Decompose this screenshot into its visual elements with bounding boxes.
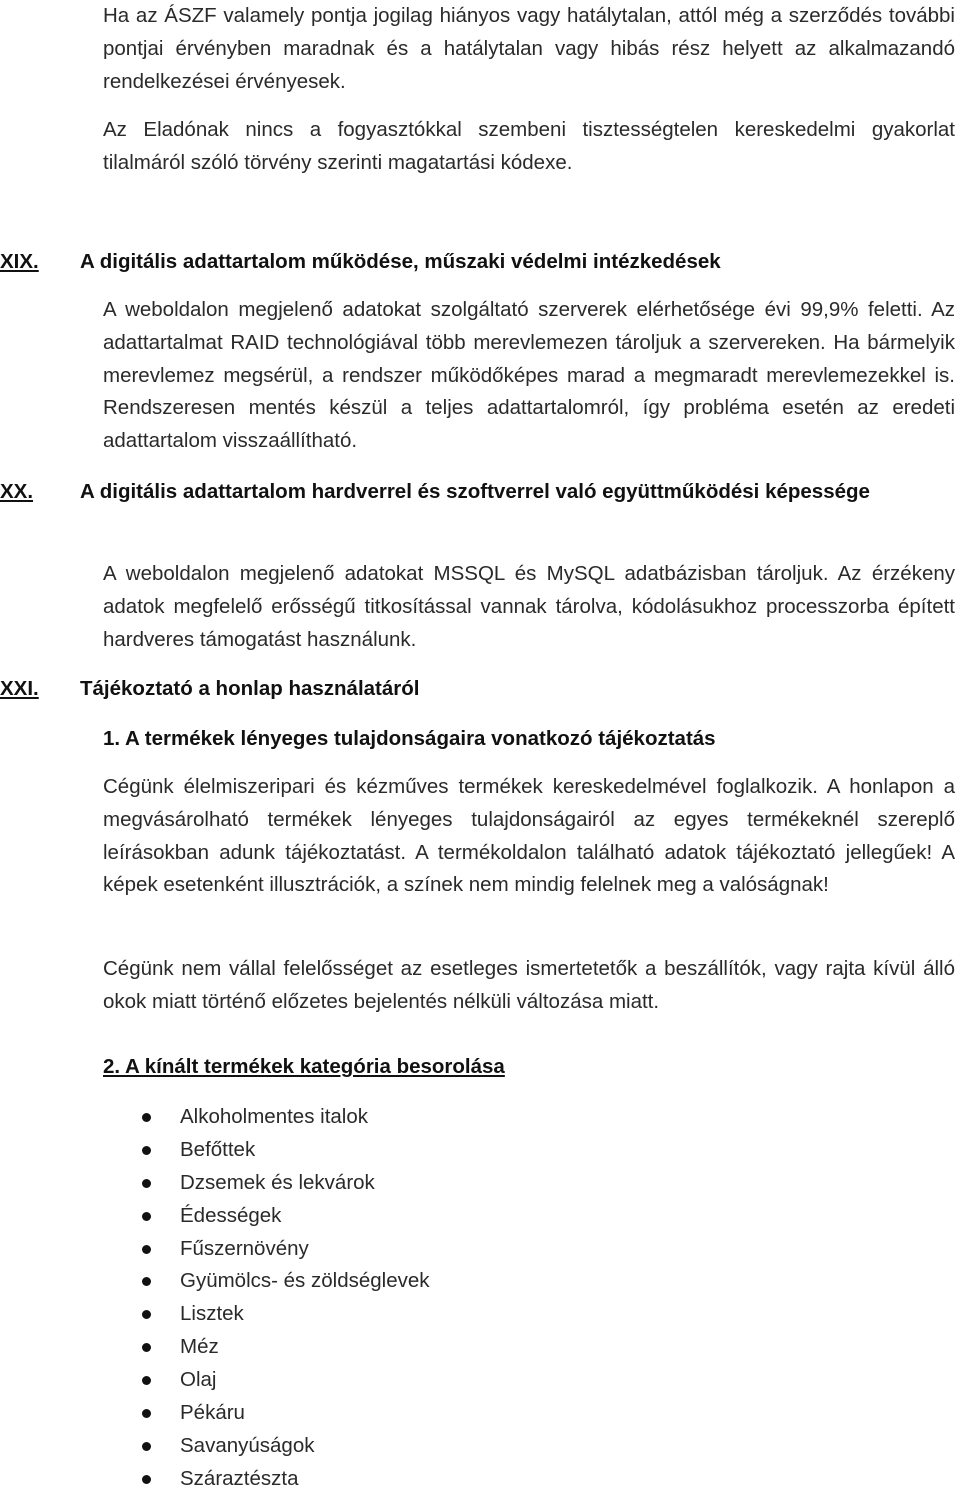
paragraph-product-properties: Cégünk élelmiszeripari és kézműves termékek kereskedelmével foglalkozik. A honlapon a megvásárolható termékek lényeges tulajdonságairól az egyes termékeknél szereplő leírásokban adunk tájékoztatást. A termékoldalon található adatok tájékoztató jellegűek! A képek esetenként illusztrációk, a színek nem mindig felelnek meg a valóságnak!: [103, 775, 955, 897]
bullet-icon: [142, 1212, 151, 1221]
bullet-icon: [142, 1475, 151, 1484]
category-label: Alkoholmentes italok: [180, 1105, 369, 1128]
section-number-xix: XIX.: [0, 250, 39, 273]
section-title-xx: A digitális adattartalom hardverrel és szoftverrel való együttműködési képessége: [80, 480, 870, 503]
bullet-icon: [142, 1343, 151, 1352]
category-label: Olaj: [180, 1368, 217, 1392]
paragraph-invalid-clause: Ha az ÁSZF valamely pontja jogilag hiányos vagy hatálytalan, attól még a szerződés további pontjai érvényben maradnak és a hatálytalan vagy hibás rész helyett az alkalmazandó rendelkezései érvényesek.: [103, 4, 955, 93]
category-label: Lisztek: [180, 1302, 244, 1326]
section-title-xxi: Tájékoztató a honlap használatáról: [80, 677, 420, 700]
category-label: Savanyúságok: [180, 1433, 315, 1457]
category-label: Befőttek: [180, 1137, 256, 1161]
bullet-icon: [142, 1442, 151, 1451]
bullet-icon: [142, 1146, 151, 1155]
subsection-title-product-info: 1. A termékek lényeges tulajdonságaira vonatkozó tájékoztatás: [103, 727, 716, 750]
section-number-xxi: XXI.: [0, 677, 39, 700]
section-title-xix: A digitális adattartalom működése, műszaki védelmi intézkedések: [80, 250, 721, 273]
subsection-title-categories: 2. A kínált termékek kategória besorolása: [103, 1055, 505, 1078]
category-label: Gyümölcs- és zöldséglevek: [180, 1269, 430, 1293]
category-label: Dzsemek és lekvárok: [180, 1170, 375, 1194]
category-label: Édességek: [180, 1203, 282, 1227]
category-label: Fűszernövény: [180, 1236, 309, 1260]
paragraph-liability: Cégünk nem vállal felelősséget az esetleges ismertetetők a beszállítók, vagy rajta kívül álló okok miatt történő előzetes bejelentés nélküli változása miatt.: [103, 957, 955, 1013]
bullet-icon: [142, 1409, 151, 1418]
category-label: Pékáru: [180, 1401, 245, 1425]
section-body-xix: A weboldalon megjelenő adatokat szolgáltató szerverek elérhetősége évi 99,9% feletti. Az adattartalmat RAID technológiával több merevlemezen tároljuk a szervereken. Ha bármelyik merevlemez megsérül, a rendszer működőképes marad a megmaradt merevlemezekkel is. Rendszeresen mentés készül a teljes adattartalomról, így probléma esetén az eredeti adattartalom visszaállítható.: [103, 298, 955, 453]
bullet-icon: [142, 1179, 151, 1188]
bullet-icon: [142, 1277, 151, 1286]
bullet-icon: [142, 1113, 151, 1122]
bullet-icon: [142, 1376, 151, 1385]
category-label: Száraztészta: [180, 1466, 299, 1490]
bullet-icon: [142, 1245, 151, 1254]
category-label: Méz: [180, 1335, 219, 1359]
section-body-xx: A weboldalon megjelenő adatokat MSSQL és MySQL adatbázisban tároljuk. Az érzékeny adatok megfelelő erősségű titkosítással vannak tárolva, kódolásukhoz processzorba épített hardveres támogatást használunk.: [103, 562, 955, 651]
bullet-icon: [142, 1310, 151, 1319]
section-number-xx: XX.: [0, 480, 34, 503]
paragraph-code-of-conduct: Az Eladónak nincs a fogyasztókkal szembeni tisztességtelen kereskedelmi gyakorlat tilalmáról szóló törvény szerinti magatartási kódexe.: [103, 118, 955, 174]
